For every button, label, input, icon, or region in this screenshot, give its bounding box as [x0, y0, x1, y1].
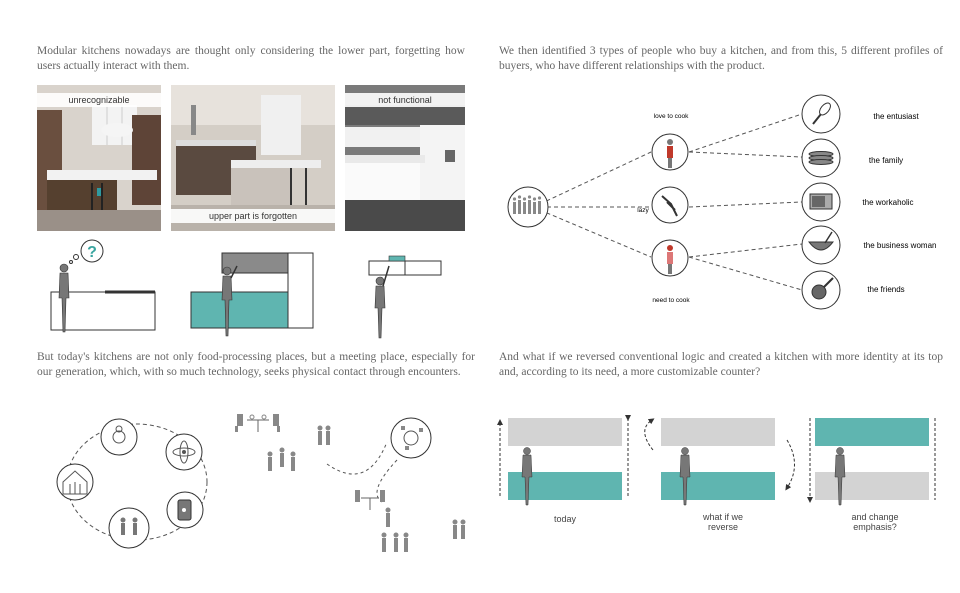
- scenario-emphasis: [810, 418, 935, 505]
- meeting-paragraph: But today's kitchens are not only food-processing places, but a meeting place, especially for our generation, which, with so much technology, seeks physical contact through encounters.: [37, 351, 475, 378]
- profile-label: the workaholic: [862, 198, 914, 207]
- buyer-type-label: need to cook: [652, 297, 690, 304]
- atom-icon: [166, 434, 202, 470]
- profile-label: the business woman: [863, 241, 937, 250]
- scenario-today: [500, 418, 628, 505]
- family-house-icon: [57, 464, 93, 500]
- couple-icon: [109, 508, 149, 548]
- intro-paragraph: Modular kitchens nowadays are thought only considering the lower part, forgetting how users actually interact with them.: [37, 45, 465, 72]
- whisk-icon: [802, 95, 840, 133]
- profiles-paragraph: We then identified 3 types of people who buy a kitchen, and from this, 5 different profiles of buyers, who have different relationships with the product.: [499, 45, 943, 72]
- photo-label-not-functional: not functional: [345, 93, 465, 107]
- scenario-reverse: [645, 418, 795, 505]
- buyer-type-label: lazy: [637, 207, 649, 214]
- reverse-paragraph: And what if we reversed conventional logic and created a kitchen with more identity at its top and, according to its need, a more customizable counter?: [499, 351, 943, 378]
- round-table-icon: [391, 418, 431, 458]
- phone-icon: [167, 492, 203, 528]
- buyer-profiles-diagram: [499, 92, 949, 312]
- people-standing: [268, 426, 331, 472]
- love-to-cook-icon: [652, 134, 688, 170]
- person-figure: [375, 266, 389, 338]
- microwave-icon: [802, 183, 840, 221]
- pan-icon: [802, 271, 840, 309]
- scenario-caption-reverse: what if we reverse: [702, 512, 744, 532]
- scenario-caption-today: today: [553, 514, 577, 524]
- pacifier-icon: [101, 419, 137, 455]
- people-dining: [355, 490, 466, 552]
- kitchen-photo-not-functional: [345, 85, 465, 231]
- scenario-caption-emphasis: and change emphasis?: [851, 512, 899, 532]
- profile-label: the friends: [867, 285, 905, 294]
- reverse-scenarios: [497, 410, 947, 510]
- profile-label: the family: [868, 156, 904, 165]
- kitchen-photo-unrecognizable: [37, 85, 161, 231]
- crowd-icon: [508, 187, 548, 227]
- photo-label-unrecognizable: unrecognizable: [37, 93, 161, 107]
- photo-label-upper-forgotten: upper part is forgotten: [171, 209, 335, 223]
- meeting-place-sketches: [37, 402, 477, 582]
- people-at-table: [235, 414, 280, 432]
- kitchen-photo-upper-forgotten: [171, 85, 335, 231]
- bowl-icon: [802, 226, 840, 264]
- profile-label: the entusiast: [873, 112, 919, 121]
- lazy-icon: [652, 187, 688, 223]
- buyer-type-label: love to cook: [653, 113, 689, 120]
- question-mark: ?: [87, 244, 97, 261]
- need-to-cook-icon: [652, 240, 688, 276]
- user-interaction-sketches: [37, 236, 467, 344]
- plates-icon: [802, 139, 840, 177]
